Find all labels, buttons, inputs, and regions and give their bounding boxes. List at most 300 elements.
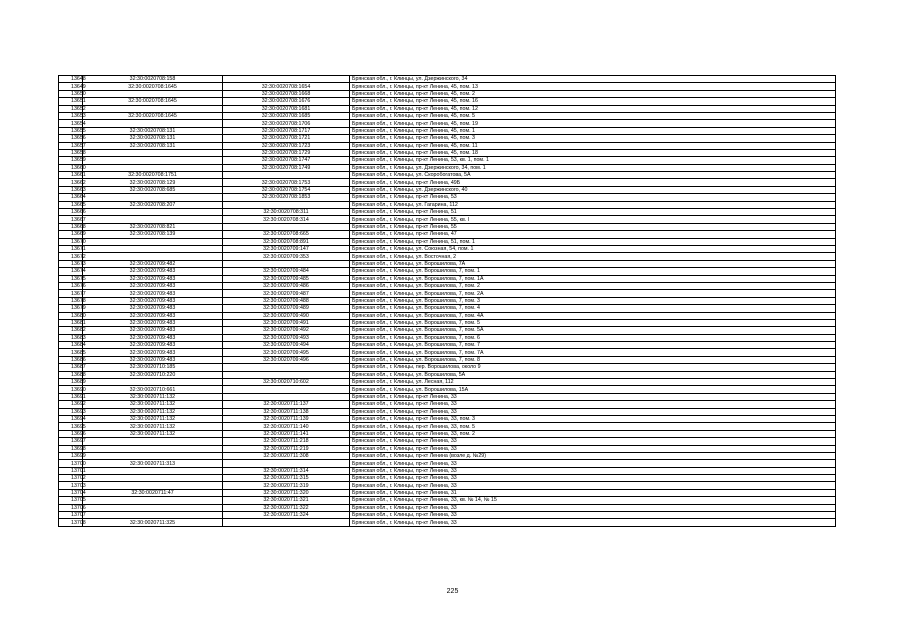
table-row (59, 497, 836, 504)
table-row (59, 209, 836, 216)
row-number-cell: 13681 (59, 319, 83, 326)
object-cadastral-cell: 32:30:0020711:141 (223, 430, 350, 437)
table-row (59, 135, 836, 142)
address-cell: Брянская обл., г. Клинцы, пр-кт Ленина, 33, кв. № 14, № 15 (350, 497, 836, 504)
object-cadastral-cell: 32:30:0020708:1676 (223, 98, 350, 105)
table-row (59, 342, 836, 349)
parcel-cadastral-cell: 32:30:0020711:132 (83, 430, 223, 437)
object-cadastral-cell: 32:30:0020709:492 (223, 327, 350, 334)
address-cell: Брянская обл., г. Клинцы, ул. Дзержинского, 34, пом. 1 (350, 164, 836, 171)
table-row (59, 149, 836, 156)
table-row (59, 179, 836, 186)
row-number-cell: 13663 (59, 186, 83, 193)
parcel-cadastral-cell: 32:30:0020709:483 (83, 327, 223, 334)
parcel-cadastral-cell (83, 512, 223, 519)
row-number-cell: 13694 (59, 415, 83, 422)
table-row (59, 460, 836, 467)
table-row (59, 231, 836, 238)
table-row (59, 127, 836, 134)
object-cadastral-cell: 32:30:0020708:1706 (223, 120, 350, 127)
parcel-cadastral-cell: 32:30:0020711:132 (83, 401, 223, 408)
object-cadastral-cell (223, 260, 350, 267)
row-number-cell: 13673 (59, 260, 83, 267)
parcel-cadastral-cell: 32:30:0020709:483 (83, 275, 223, 282)
table-row (59, 452, 836, 459)
address-cell: Брянская обл., г. Клинцы, пр-кт Ленина, 45, пом. 3 (350, 135, 836, 142)
row-number-cell: 13704 (59, 489, 83, 496)
parcel-cadastral-cell (83, 238, 223, 245)
parcel-cadastral-cell: 32:30:0020709:482 (83, 260, 223, 267)
parcel-cadastral-cell (83, 164, 223, 171)
row-number-cell: 13659 (59, 157, 83, 164)
table-row (59, 401, 836, 408)
row-number-cell: 13668 (59, 223, 83, 230)
page-number: 225 (446, 588, 459, 595)
row-number-cell: 13682 (59, 327, 83, 334)
table-row (59, 201, 836, 208)
row-number-cell: 13675 (59, 275, 83, 282)
parcel-cadastral-cell: 32:30:0020709:483 (83, 342, 223, 349)
table-row (59, 105, 836, 112)
parcel-cadastral-cell (83, 467, 223, 474)
address-cell: Брянская обл., г. Клинцы, пр-кт Ленина, 55 (350, 223, 836, 230)
address-cell: Брянская обл., г. Клинцы, пр-кт Ленина, 33 (350, 467, 836, 474)
row-number-cell: 13660 (59, 164, 83, 171)
table-row (59, 112, 836, 119)
object-cadastral-cell: 32:30:0020708:1685 (223, 112, 350, 119)
parcel-cadastral-cell: 32:30:0020711:132 (83, 393, 223, 400)
address-cell: Брянская обл., г. Клинцы, ул. Ворошилова, 7, пом. 2 (350, 282, 836, 289)
parcel-cadastral-cell: 32:30:0020711:132 (83, 423, 223, 430)
parcel-cadastral-cell (83, 157, 223, 164)
address-cell: Брянская обл., г. Клинцы, пр-кт Ленина, 33 (350, 512, 836, 519)
table-row (59, 312, 836, 319)
table-row (59, 120, 836, 127)
address-cell: Брянская обл., г. Клинцы, пр-кт Ленина, 47 (350, 231, 836, 238)
parcel-cadastral-cell: 32:30:0020708:131 (83, 142, 223, 149)
address-cell: Брянская обл., г. Клинцы, пр-кт Ленина, 45, пом. 16 (350, 98, 836, 105)
object-cadastral-cell: 32:30:0020708:1747 (223, 157, 350, 164)
table-row (59, 445, 836, 452)
row-number-cell: 13651 (59, 98, 83, 105)
object-cadastral-cell: 32:30:0020711:319 (223, 482, 350, 489)
row-number-cell: 13669 (59, 231, 83, 238)
object-cadastral-cell: 32:30:0020708:1753 (223, 179, 350, 186)
parcel-cadastral-cell: 32:30:0020709:483 (83, 356, 223, 363)
table-row (59, 164, 836, 171)
row-number-cell: 13695 (59, 423, 83, 430)
address-cell: Брянская обл., г. Клинцы, пр-кт Ленина, 33 (350, 475, 836, 482)
address-cell: Брянская обл., г. Клинцы, ул. Ворошилова, 7, пом. 2А (350, 290, 836, 297)
row-number-cell: 13693 (59, 408, 83, 415)
parcel-cadastral-cell: 32:30:0020711:47 (83, 489, 223, 496)
row-number-cell: 13679 (59, 305, 83, 312)
row-number-cell: 13665 (59, 201, 83, 208)
address-cell: Брянская обл., г. Клинцы, ул. Ворошилова, 7, пом. 1А (350, 275, 836, 282)
object-cadastral-cell: 32:30:0020709:494 (223, 342, 350, 349)
table-row (59, 90, 836, 97)
parcel-cadastral-cell (83, 90, 223, 97)
address-cell: Брянская обл., г. Клинцы, ул. Ворошилова, 7, пом. 5А (350, 327, 836, 334)
row-number-cell: 13686 (59, 356, 83, 363)
table-row (59, 371, 836, 378)
object-cadastral-cell: 32:30:0020709:487 (223, 290, 350, 297)
address-cell: Брянская обл., г. Клинцы, пр-кт Ленина, 45, пом. 11 (350, 142, 836, 149)
address-cell: Брянская обл., г. Клинцы, пр-кт Ленина, 33 (350, 460, 836, 467)
row-number-cell: 13666 (59, 209, 83, 216)
table-row (59, 334, 836, 341)
parcel-cadastral-cell: 32:30:0020709:483 (83, 268, 223, 275)
object-cadastral-cell: 32:30:0020709:496 (223, 356, 350, 363)
row-number-cell: 13684 (59, 342, 83, 349)
row-number-cell: 13649 (59, 83, 83, 90)
address-cell: Брянская обл., г. Клинцы, ул. Ворошилова, 7А (350, 260, 836, 267)
row-number-cell: 13708 (59, 519, 83, 526)
parcel-cadastral-cell: 32:30:0020708:129 (83, 179, 223, 186)
registry-table-body (59, 76, 836, 527)
object-cadastral-cell: 32:30:0020709:491 (223, 319, 350, 326)
table-row (59, 297, 836, 304)
address-cell: Брянская обл., г. Клинцы, пр-кт Ленина, 51 (350, 209, 836, 216)
address-cell: Брянская обл., г. Клинцы, пр-кт Ленина, 33 (350, 504, 836, 511)
row-number-cell: 13678 (59, 297, 83, 304)
object-cadastral-cell: 32:30:0020708:891 (223, 238, 350, 245)
address-cell: Брянская обл., г. Клинцы, пер. Ворошилова, около 9 (350, 364, 836, 371)
row-number-cell: 13705 (59, 497, 83, 504)
object-cadastral-cell: 32:30:0020711:140 (223, 423, 350, 430)
parcel-cadastral-cell: 32:30:0020709:483 (83, 290, 223, 297)
object-cadastral-cell: 32:30:0020709:489 (223, 305, 350, 312)
row-number-cell: 13689 (59, 379, 83, 386)
object-cadastral-cell (223, 371, 350, 378)
address-cell: Брянская обл., г. Клинцы, ул. Дзержинского, 34 (350, 76, 836, 83)
address-cell: Брянская обл., г. Клинцы, ул. Ворошилова, 7, пом. 8 (350, 356, 836, 363)
row-number-cell: 13661 (59, 172, 83, 179)
address-cell: Брянская обл., г. Клинцы, ул. Гагарина, 112 (350, 201, 836, 208)
address-cell: Брянская обл., г. Клинцы, ул. Ворошилова, 7, пом. 3 (350, 297, 836, 304)
parcel-cadastral-cell: 32:30:0020708:1645 (83, 112, 223, 119)
row-number-cell: 13671 (59, 245, 83, 252)
parcel-cadastral-cell (83, 497, 223, 504)
row-number-cell: 13664 (59, 194, 83, 201)
row-number-cell: 13667 (59, 216, 83, 223)
row-number-cell: 13674 (59, 268, 83, 275)
parcel-cadastral-cell: 32:30:0020709:483 (83, 282, 223, 289)
parcel-cadastral-cell: 32:30:0020709:483 (83, 312, 223, 319)
row-number-cell: 13688 (59, 371, 83, 378)
table-row (59, 519, 836, 526)
address-cell: Брянская обл., г. Клинцы, пр-кт Ленина, 33 (350, 393, 836, 400)
parcel-cadastral-cell: 32:30:0020708:1751 (83, 172, 223, 179)
parcel-cadastral-cell: 32:30:0020708:158 (83, 76, 223, 83)
object-cadastral-cell: 32:30:0020711:137 (223, 401, 350, 408)
parcel-cadastral-cell: 32:30:0020711:313 (83, 460, 223, 467)
address-cell: Брянская обл., г. Клинцы, пр-кт Ленина, 55, кв. I (350, 216, 836, 223)
address-cell: Брянская обл., г. Клинцы, ул. Восточная, 2 (350, 253, 836, 260)
parcel-cadastral-cell: 32:30:0020711:132 (83, 408, 223, 415)
object-cadastral-cell: 32:30:0020708:1721 (223, 135, 350, 142)
object-cadastral-cell: 32:30:0020708:311 (223, 209, 350, 216)
object-cadastral-cell: 32:30:0020709:147 (223, 245, 350, 252)
address-cell: Брянская обл., г. Клинцы, пр-кт Ленина, 33, пом. 3 (350, 415, 836, 422)
object-cadastral-cell: 32:30:0020709:495 (223, 349, 350, 356)
parcel-cadastral-cell: 32:30:0020711:325 (83, 519, 223, 526)
object-cadastral-cell: 32:30:0020711:139 (223, 415, 350, 422)
address-cell: Брянская обл., г. Клинцы, пр-кт Ленина, 45, пом. 13 (350, 83, 836, 90)
address-cell: Брянская обл., г. Клинцы, пр-кт Ленина, 33 (350, 408, 836, 415)
table-row (59, 216, 836, 223)
object-cadastral-cell: 32:30:0020710:602 (223, 379, 350, 386)
row-number-cell: 13707 (59, 512, 83, 519)
address-cell: Брянская обл., г. Клинцы, ул. Скоробогатова, 5А (350, 172, 836, 179)
table-row (59, 290, 836, 297)
parcel-cadastral-cell (83, 438, 223, 445)
parcel-cadastral-cell (83, 379, 223, 386)
row-number-cell: 13654 (59, 120, 83, 127)
parcel-cadastral-cell: 32:30:0020711:132 (83, 415, 223, 422)
table-row (59, 186, 836, 193)
address-cell: Брянская обл., г. Клинцы, пр-кт Ленина, 51, пом. 1 (350, 238, 836, 245)
row-number-cell: 13692 (59, 401, 83, 408)
object-cadastral-cell: 32:30:0020711:324 (223, 512, 350, 519)
row-number-cell: 13648 (59, 76, 83, 83)
object-cadastral-cell: 32:30:0020709:353 (223, 253, 350, 260)
table-row (59, 253, 836, 260)
object-cadastral-cell: 32:30:0020708:1754 (223, 186, 350, 193)
row-number-cell: 13696 (59, 430, 83, 437)
table-row (59, 430, 836, 437)
row-number-cell: 13703 (59, 482, 83, 489)
object-cadastral-cell: 32:30:0020708:1729 (223, 149, 350, 156)
object-cadastral-cell: 32:30:0020708:1749 (223, 164, 350, 171)
object-cadastral-cell: 32:30:0020711:320 (223, 489, 350, 496)
address-cell: Брянская обл., г. Клинцы, пр-кт Ленина, 33 (350, 401, 836, 408)
object-cadastral-cell: 32:30:0020711:321 (223, 497, 350, 504)
parcel-cadastral-cell: 32:30:0020710:185 (83, 364, 223, 371)
row-number-cell: 13685 (59, 349, 83, 356)
address-cell: Брянская обл., г. Клинцы, ул. Ворошилова, 7, пом. 4 (350, 305, 836, 312)
row-number-cell: 13672 (59, 253, 83, 260)
object-cadastral-cell: 32:30:0020708:1681 (223, 105, 350, 112)
row-number-cell: 13702 (59, 475, 83, 482)
table-row (59, 423, 836, 430)
parcel-cadastral-cell: 32:30:0020709:483 (83, 319, 223, 326)
table-row (59, 223, 836, 230)
parcel-cadastral-cell (83, 245, 223, 252)
row-number-cell: 13653 (59, 112, 83, 119)
address-cell: Брянская обл., г. Клинцы, пр-кт Ленина, 33 (350, 438, 836, 445)
address-cell: Брянская обл., г. Клинцы, пр-кт Ленина, 53, кв. 1, пом. 1 (350, 157, 836, 164)
table-row (59, 319, 836, 326)
address-cell: Брянская обл., г. Клинцы, пр-кт Ленина, 31 (350, 489, 836, 496)
table-row (59, 327, 836, 334)
row-number-cell: 13676 (59, 282, 83, 289)
row-number-cell: 13691 (59, 393, 83, 400)
object-cadastral-cell: 32:30:0020708:1668 (223, 90, 350, 97)
object-cadastral-cell (223, 223, 350, 230)
row-number-cell: 13698 (59, 445, 83, 452)
table-row (59, 438, 836, 445)
object-cadastral-cell: 32:30:0020709:488 (223, 297, 350, 304)
row-number-cell: 13706 (59, 504, 83, 511)
table-row (59, 512, 836, 519)
object-cadastral-cell: 32:30:0020711:322 (223, 504, 350, 511)
object-cadastral-cell: 32:30:0020709:484 (223, 268, 350, 275)
row-number-cell: 13662 (59, 179, 83, 186)
address-cell: Брянская обл., г. Клинцы, пр-кт Ленина, 33 (350, 519, 836, 526)
table-row (59, 98, 836, 105)
table-row (59, 305, 836, 312)
object-cadastral-cell (223, 393, 350, 400)
object-cadastral-cell (223, 172, 350, 179)
address-cell: Брянская обл., г. Клинцы, пр-кт Ленина, 45, пом. 18 (350, 149, 836, 156)
object-cadastral-cell (223, 76, 350, 83)
address-cell: Брянская обл., г. Клинцы, ул. Лесная, 112 (350, 379, 836, 386)
table-row (59, 282, 836, 289)
table-row (59, 142, 836, 149)
object-cadastral-cell: 32:30:0020708:1723 (223, 142, 350, 149)
address-cell: Брянская обл., г. Клинцы, пр-кт Ленина, 45, пом. 19 (350, 120, 836, 127)
parcel-cadastral-cell: 32:30:0020708:207 (83, 201, 223, 208)
row-number-cell: 13687 (59, 364, 83, 371)
table-row (59, 482, 836, 489)
table-row (59, 260, 836, 267)
address-cell: Брянская обл., г. Клинцы, пр-кт Ленина, 33, пом. 2 (350, 430, 836, 437)
address-cell: Брянская обл., г. Клинцы, ул. Союзная, 54, пом. 1 (350, 245, 836, 252)
object-cadastral-cell: 32:30:0020709:490 (223, 312, 350, 319)
table-row (59, 157, 836, 164)
table-row (59, 386, 836, 393)
table-row (59, 489, 836, 496)
row-number-cell: 13699 (59, 452, 83, 459)
table-row (59, 504, 836, 511)
object-cadastral-cell: 32:30:0020711:138 (223, 408, 350, 415)
parcel-cadastral-cell (83, 149, 223, 156)
object-cadastral-cell (223, 519, 350, 526)
address-cell: Брянская обл., г. Клинцы, ул. Ворошилова, 5А (350, 371, 836, 378)
row-number-cell: 13697 (59, 438, 83, 445)
row-number-cell: 13700 (59, 460, 83, 467)
table-row (59, 475, 836, 482)
object-cadastral-cell: 32:30:0020709:486 (223, 282, 350, 289)
table-row (59, 408, 836, 415)
parcel-cadastral-cell (83, 209, 223, 216)
object-cadastral-cell: 32:30:0020708:1654 (223, 83, 350, 90)
parcel-cadastral-cell (83, 452, 223, 459)
address-cell: Брянская обл., г. Клинцы, ул. Дзержинского, 40 (350, 186, 836, 193)
table-row (59, 393, 836, 400)
object-cadastral-cell: 32:30:0020708:665 (223, 231, 350, 238)
address-cell: Брянская обл., г. Клинцы, пр-кт Ленина, 45, пом. 5 (350, 112, 836, 119)
parcel-cadastral-cell (83, 216, 223, 223)
parcel-cadastral-cell (83, 482, 223, 489)
address-cell: Брянская обл., г. Клинцы, пр-кт Ленина, 45, пом. 2 (350, 90, 836, 97)
parcel-cadastral-cell: 32:30:0020709:483 (83, 349, 223, 356)
address-cell: Брянская обл., г. Клинцы, ул. Ворошилова, 15А (350, 386, 836, 393)
object-cadastral-cell: 32:30:0020708:1853 (223, 194, 350, 201)
object-cadastral-cell (223, 201, 350, 208)
address-cell: Брянская обл., г. Клинцы, ул. Ворошилова, 7, пом. 1 (350, 268, 836, 275)
address-cell: Брянская обл., г. Клинцы, пр-кт Ленина, 33 (350, 445, 836, 452)
object-cadastral-cell (223, 364, 350, 371)
object-cadastral-cell: 32:30:0020711:315 (223, 475, 350, 482)
row-number-cell: 13690 (59, 386, 83, 393)
address-cell: Брянская обл., г. Клинцы, ул. Ворошилова, 7, пом. 6 (350, 334, 836, 341)
object-cadastral-cell: 32:30:0020711:219 (223, 445, 350, 452)
parcel-cadastral-cell (83, 475, 223, 482)
table-row (59, 83, 836, 90)
row-number-cell: 13683 (59, 334, 83, 341)
table-row (59, 356, 836, 363)
parcel-cadastral-cell: 32:30:0020709:483 (83, 305, 223, 312)
parcel-cadastral-cell: 32:30:0020710:220 (83, 371, 223, 378)
table-row (59, 349, 836, 356)
parcel-cadastral-cell: 32:30:0020708:131 (83, 135, 223, 142)
table-row (59, 379, 836, 386)
parcel-cadastral-cell: 32:30:0020710:661 (83, 386, 223, 393)
registry-table (58, 75, 836, 527)
table-row (59, 415, 836, 422)
table-row (59, 467, 836, 474)
object-cadastral-cell: 32:30:0020709:485 (223, 275, 350, 282)
object-cadastral-cell: 32:30:0020708:314 (223, 216, 350, 223)
row-number-cell: 13650 (59, 90, 83, 97)
row-number-cell: 13680 (59, 312, 83, 319)
row-number-cell: 13655 (59, 127, 83, 134)
parcel-cadastral-cell (83, 120, 223, 127)
address-cell: Брянская обл., г. Клинцы, пр-кт Ленина, 45, пом. 12 (350, 105, 836, 112)
parcel-cadastral-cell: 32:30:0020708:1645 (83, 83, 223, 90)
table-row (59, 194, 836, 201)
row-number-cell: 13677 (59, 290, 83, 297)
address-cell: Брянская обл., г. Клинцы, пр-кт Ленина, 33 (350, 482, 836, 489)
table-row (59, 172, 836, 179)
table-row (59, 364, 836, 371)
address-cell: Брянская обл., г. Клинцы, пр-кт Ленина, 45, пом. 1 (350, 127, 836, 134)
table-row (59, 238, 836, 245)
parcel-cadastral-cell (83, 253, 223, 260)
parcel-cadastral-cell: 32:30:0020708:131 (83, 127, 223, 134)
object-cadastral-cell (223, 460, 350, 467)
object-cadastral-cell: 32:30:0020709:493 (223, 334, 350, 341)
row-number-cell: 13701 (59, 467, 83, 474)
table-row (59, 275, 836, 282)
address-cell: Брянская обл., г. Клинцы, пр-кт Ленина, 49Б (350, 179, 836, 186)
parcel-cadastral-cell: 32:30:0020709:483 (83, 297, 223, 304)
address-cell: Брянская обл., г. Клинцы, пр-кт Ленина, 33, пом. 5 (350, 423, 836, 430)
address-cell: Брянская обл., г. Клинцы, пр-кт Ленина, 53 (350, 194, 836, 201)
row-number-cell: 13652 (59, 105, 83, 112)
object-cadastral-cell: 32:30:0020708:1717 (223, 127, 350, 134)
parcel-cadastral-cell: 32:30:0020708:1645 (83, 98, 223, 105)
parcel-cadastral-cell: 32:30:0020708:139 (83, 231, 223, 238)
parcel-cadastral-cell (83, 445, 223, 452)
row-number-cell: 13656 (59, 135, 83, 142)
object-cadastral-cell: 32:30:0020711:218 (223, 438, 350, 445)
object-cadastral-cell (223, 386, 350, 393)
address-cell: Брянская обл., г. Клинцы, ул. Ворошилова, 7, пом. 7 (350, 342, 836, 349)
address-cell: Брянская обл., г. Клинцы, ул. Ворошилова, 7, пом. 7А (350, 349, 836, 356)
row-number-cell: 13657 (59, 142, 83, 149)
address-cell: Брянская обл., г. Клинцы, пр-кт Ленина (возле д. №29) (350, 452, 836, 459)
table-row (59, 245, 836, 252)
row-number-cell: 13658 (59, 149, 83, 156)
parcel-cadastral-cell: 32:30:0020708:685 (83, 186, 223, 193)
address-cell: Брянская обл., г. Клинцы, ул. Ворошилова, 7, пом. 4А (350, 312, 836, 319)
parcel-cadastral-cell: 32:30:0020708:821 (83, 223, 223, 230)
address-cell: Брянская обл., г. Клинцы, ул. Ворошилова, 7, пом. 5 (350, 319, 836, 326)
parcel-cadastral-cell (83, 504, 223, 511)
